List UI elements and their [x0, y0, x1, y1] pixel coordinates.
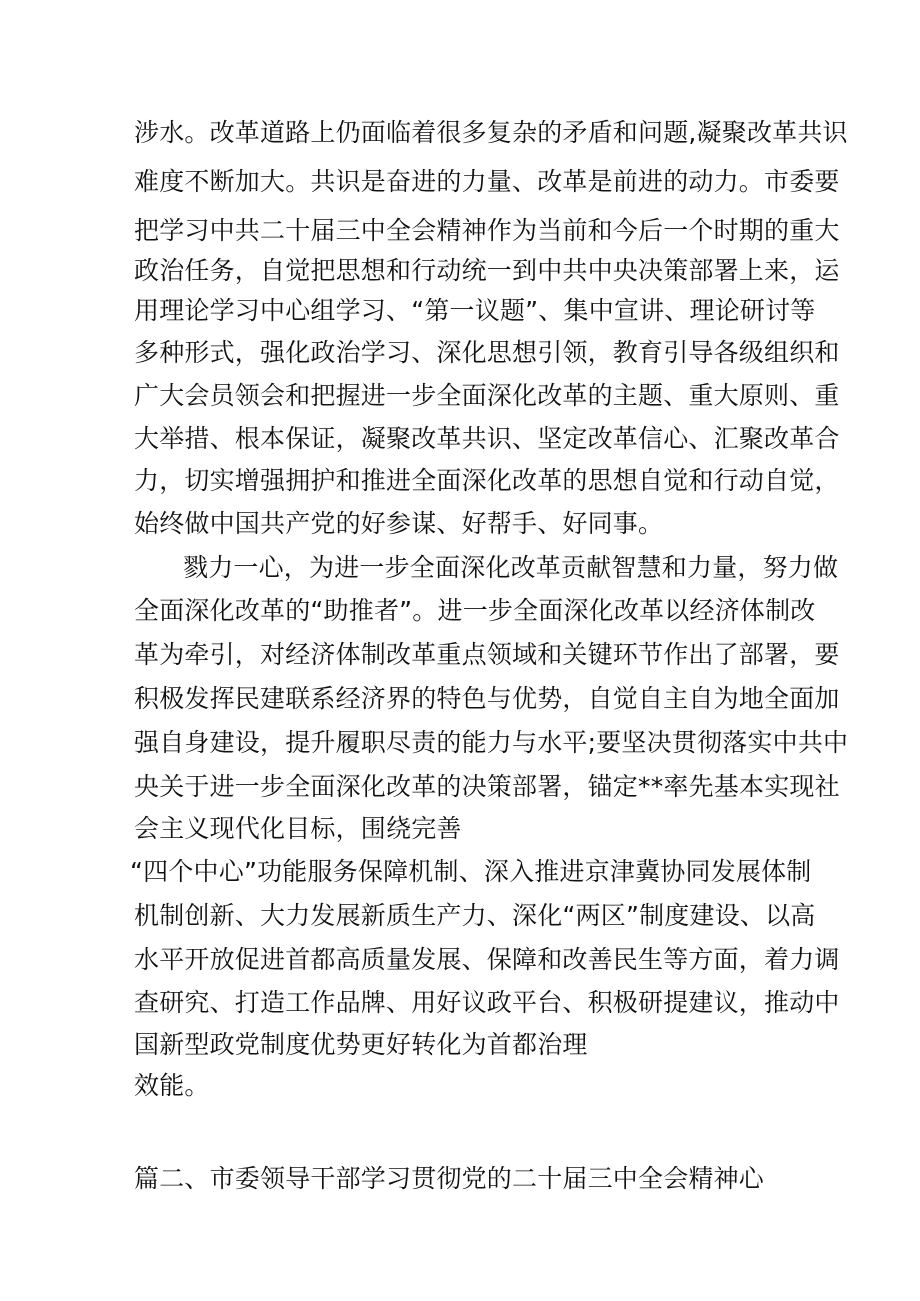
text-line: 用理论学习中心组学习、“第一议题”、集中宣讲、理论研讨等 [134, 296, 816, 325]
text-line: 戮力一心，为进一步全面深化改革贡献智慧和力量，努力做 [183, 553, 839, 582]
text-line: 积极发挥民建联系经济界的特色与优势，自觉自主自为地全面加 [134, 684, 840, 713]
text-line: 效能。 [134, 1071, 210, 1100]
text-line: 政治任务，自觉把思想和行动统一到中共中央决策部署上来，运 [134, 256, 840, 285]
text-line: 涉水。改革道路上仍面临着很多复杂的矛盾和问题,凝聚改革共识 [134, 118, 848, 147]
text-line: 国新型政党制度优势更好转化为首都治理 [134, 1030, 588, 1059]
text-line: “四个中心”功能服务保障机制、深入推进京津冀协同发展体制 [130, 857, 812, 886]
section-heading: 篇二、市委领导干部学习贯彻党的二十届三中全会精神心 [134, 1164, 765, 1193]
text-line: 机制创新、大力发展新质生产力、深化“两区”制度建设、以高 [134, 901, 816, 930]
text-line: 革为牵引，对经济体制改革重点领域和关键环节作出了部署，要 [134, 640, 840, 669]
text-line: 把学习中共二十届三中全会精神作为当前和今后一个时期的重大 [134, 216, 840, 245]
text-line: 会主义现代化目标，围绕完善 [134, 814, 462, 843]
text-line: 水平开放促进首都高质量发展、保障和改善民生等方面，着力调 [134, 945, 840, 974]
text-line: 强自身建设，提升履职尽责的能力与水平;要坚决贯彻落实中共中 [134, 728, 849, 757]
text-line: 查研究、打造工作品牌、用好议政平台、积极研提建议，推动中 [134, 988, 840, 1017]
text-line: 大举措、根本保证，凝聚改革共识、坚定改革信心、汇聚改革合 [134, 424, 840, 453]
text-line: 始终做中国共产党的好参谋、好帮手、好同事。 [134, 509, 664, 538]
text-line: 全面深化改革的“助推者”。进一步全面深化改革以经济体制改 [134, 596, 816, 625]
text-line: 难度不断加大。共识是奋进的力量、改革是前进的动力。市委要 [134, 167, 840, 196]
text-line: 央关于进一步全面深化改革的决策部署，锚定**率先基本实现社 [134, 772, 840, 801]
text-line: 多种形式，强化政治学习、深化思想引领，教育引导各级组织和 [134, 338, 840, 367]
text-line: 广大会员领会和把握进一步全面深化改革的主题、重大原则、重 [134, 381, 840, 410]
text-line: 力，切实增强拥护和推进全面深化改革的思想自觉和行动自觉， [134, 466, 840, 495]
